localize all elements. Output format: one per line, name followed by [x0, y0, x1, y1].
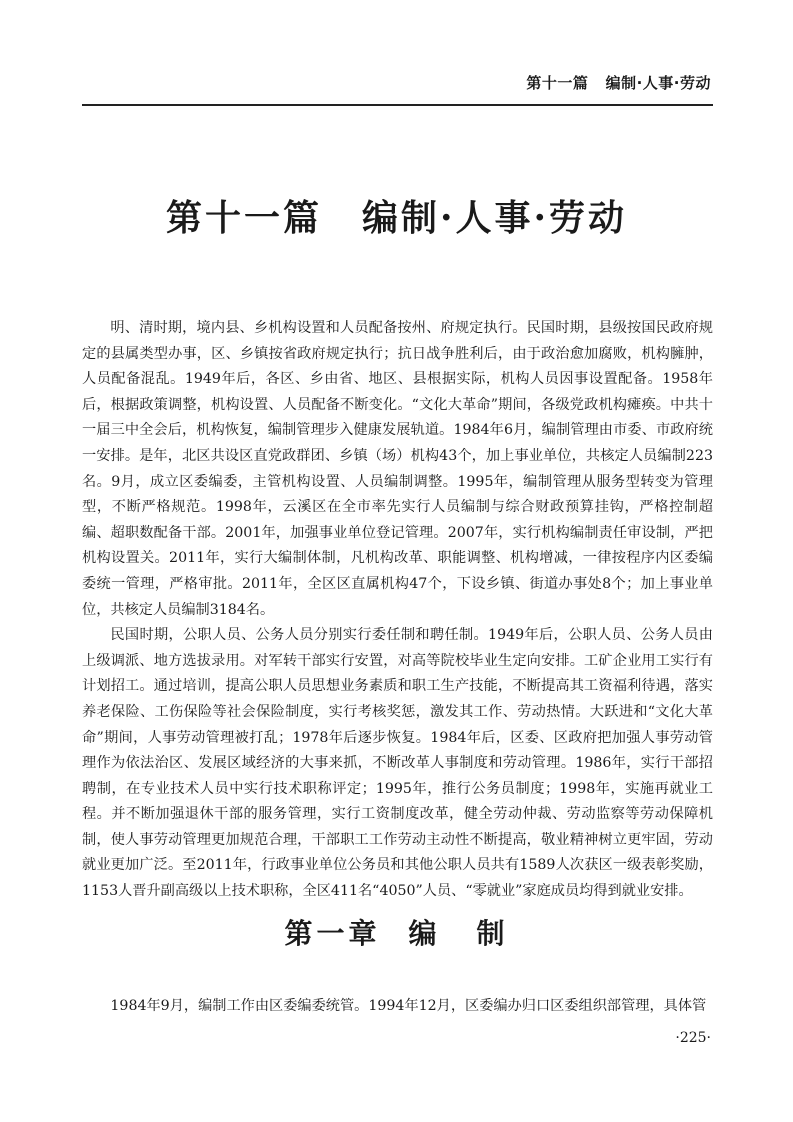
intro-text	[82, 316, 713, 905]
page-number: ·225·	[675, 1030, 711, 1046]
part-title-number: 第十一篇	[165, 197, 322, 239]
chapter-title-char-1: 编	[408, 917, 441, 950]
part-title	[0, 190, 793, 241]
running-header-part: 第十一篇	[526, 74, 589, 92]
chapter-paragraph-1: 1984年9月，编制工作由区委编委统管。1994年12月，区委编办归口区委组织部管理，具体管	[110, 998, 707, 1014]
chapter-title	[0, 912, 793, 952]
running-header	[526, 72, 711, 93]
intro-paragraph-1: 明、清时期，境内县、乡机构设置和人员配备按州、府规定执行。民国时期，县级按国民政府规定的县属类型办事，区、乡镇按省政府规定执行；抗日战争胜利后，由于政治愈加腐败，机构臃肿，人员配备混乱。1949年后，各区、乡由省、地区、县根据实际，机构人员因事设置配备。1958年后，根据政策调整，机构设置、人员配备不断变化。“文化大革命”期间，各级党政机构瘫痪。中共十一届三中全会后，机构恢复，编制管理步入健康发展轨道。1984年6月，编制管理由市委、市政府统一安排。是年，北区共设区直党政群团、乡镇（场）机构43个，加上事业单位，共核定人员编制223名。9月，成立区委编委，主管机构设置、人员编制调整。1995年，编制管理从服务型转变为管理型，不断严格规范。1998年，云溪区在全市率先实行人员编制与综合财政预算挂钩，严格控制超编、超职数配备干部。2001年，加强事业单位登记管理。2007年，实行机构编制责任审设制，严把机构设置关。2011年，实行大编制体制，凡机构改革、职能调整、机构增减，一律按程序内区委编委统一管理，严格审批。2011年，全区区直属机构47个，下设乡镇、街道办事处8个；加上事业单位，共核定人员编制3184名。	[82, 320, 713, 618]
header-rule	[82, 104, 713, 106]
chapter-number: 第一章	[284, 917, 381, 950]
chapter-text	[82, 994, 713, 1020]
running-header-subject: 编制·人事·劳动	[605, 74, 711, 92]
part-title-subject: 编制·人事·劳动	[361, 197, 628, 239]
intro-paragraph-2: 民国时期，公职人员、公务人员分别实行委任制和聘任制。1949年后，公职人员、公务人员由上级调派、地方选拔录用。对军转干部实行安置，对高等院校毕业生定向安排。工矿企业用工实行有计划招工。通过培训，提高公职人员思想业务素质和职工生产技能，不断提高其工资福利待遇，落实养老保险、工伤保险等社会保险制度，实行考核奖惩，激发其工作、劳动热情。大跃进和“文化大革命”期间，人事劳动管理被打乱；1978年后逐步恢复。1984年后，区委、区政府把加强人事劳动管理作为依法治区、发展区域经济的大事来抓，不断改革人事制度和劳动管理。1986年，实行干部招聘制，在专业技术人员中实行技术职称评定；1995年，推行公务员制度；1998年，实施再就业工程。并不断加强退休干部的服务管理，实行工资制度改革，健全劳动仲裁、劳动监察等劳动保障机制，使人事劳动管理更加规范合理，干部职工工作劳动主动性不断提高，敬业精神树立更牢固，劳动就业更加广泛。至2011年，行政事业单位公务员和其他公职人员共有1589人次获区一级表彰奖励，1153人晋升副高级以上技术职称，全区411名“4050”人员、“零就业”家庭成员均得到就业安排。	[82, 627, 713, 900]
chapter-title-char-2: 制	[476, 917, 509, 950]
